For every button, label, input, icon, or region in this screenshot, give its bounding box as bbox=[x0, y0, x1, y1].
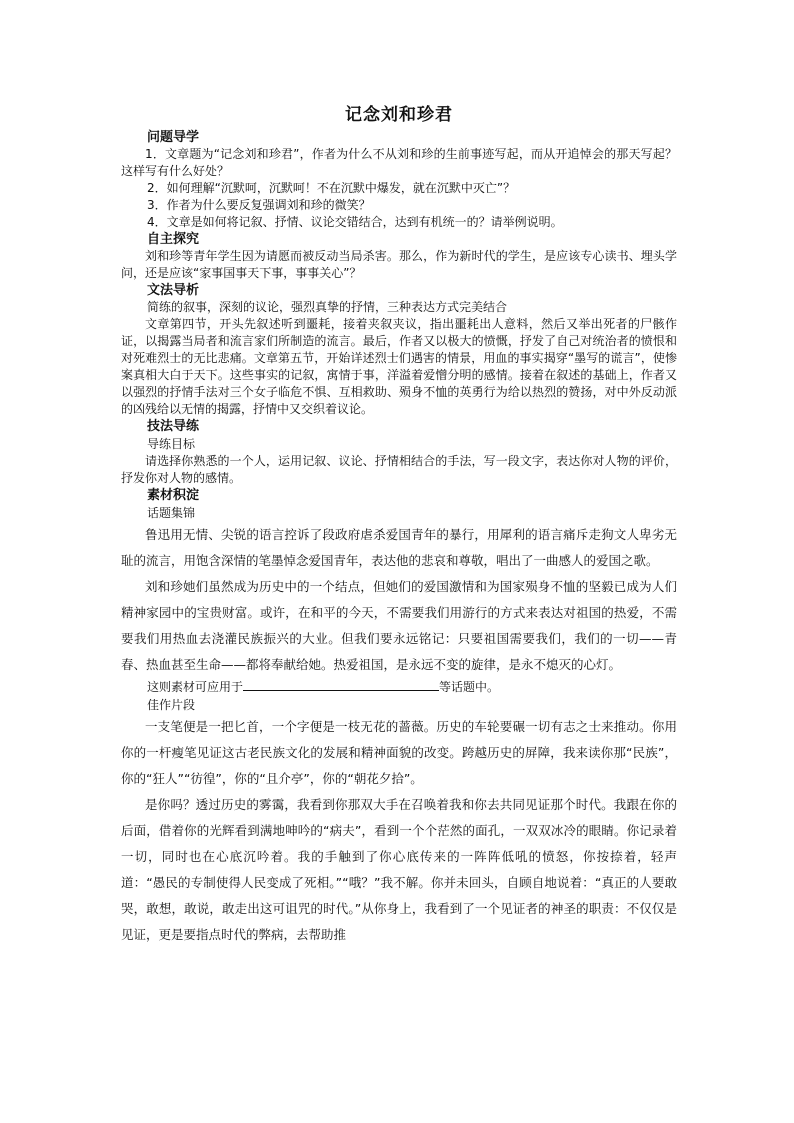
page-title: 记念刘和珍君 bbox=[345, 105, 453, 125]
wenfa-paragraph: 文章第四节，开头先叙述听到噩耗，接着夹叙夹议，指出噩耗出人意料，然后又举出死者的尸骸作证，以揭露当局者和流言家们所制造的流言。最后，作者又以极大的愤慨，抒发了自己对统治者的愤恨和对死难烈士的无比悲痛。文章第五节，开始详述烈士们遇害的情景，用血的事实揭穿“墨写的谎言”，使惨案真相大白于天下。这些事实的记叙，寓情于事，洋溢着爱憎分明的感情。接着在叙述的基础上，作者又以强烈的抒情手法对三个女子临危不惧、互相救助、殒身不恤的英勇行为给以热烈的赞扬，对中外反动派的凶残给以无情的揭露，抒情中又交织着议论。 bbox=[121, 317, 677, 416]
zizhu-paragraph: 刘和珍等青年学生因为请愿而被反动当局杀害。那么，作为新时代的学生，是应该专心读书、埋头学问，还是应该“家事国事天下事，事事关心”？ bbox=[121, 249, 677, 280]
section-heading-sucai: 素材积淀 bbox=[147, 488, 200, 503]
sucai-subheading-excerpt: 佳作片段 bbox=[147, 698, 196, 712]
section-heading-jifa: 技法导练 bbox=[147, 419, 200, 434]
section-wenti bbox=[121, 129, 677, 231]
section-heading-wenfa: 文法导析 bbox=[147, 283, 200, 298]
sucai-subheading-topics: 话题集锦 bbox=[147, 506, 196, 520]
fill-in-blank[interactable] bbox=[243, 678, 439, 691]
section-wenfa bbox=[121, 282, 677, 418]
apply-line bbox=[121, 678, 677, 696]
apply-after-text: 等话题中。 bbox=[439, 680, 500, 694]
sucai-paragraph-3: 一支笔便是一把匕首，一个字便是一枝无花的蔷薇。历史的车轮要碾一切有志之士来推动。你用你的一杆瘦笔见证这古老民族文化的发展和精神面貌的改变。跨越历史的屏障，我来读你那“民族”，你的“狂人”“彷徨”，你的“且介亭”，你的“朝花夕拾”。 bbox=[121, 719, 677, 786]
jifa-paragraph: 请选择你熟悉的一个人，运用记叙、议论、抒情相结合的手法，写一段文字，表达你对人物的评价，抒发你对人物的感情。 bbox=[121, 454, 677, 485]
sucai-paragraph-2: 刘和珍她们虽然成为历史中的一个结点，但她们的爱国激情和为国家殒身不恤的坚毅已成为人们精神家园中的宝贵财富。或许，在和平的今天，不需要我们用游行的方式来表达对祖国的热爱，不需要我们用热血去浇灌民族振兴的大业。但我们要永远铭记：只要祖国需要我们，我们的一切——青春、热血甚至生命——都将奉献给她。热爱祖国，是永远不变的旋律，是永不熄灭的心灯。 bbox=[121, 579, 677, 672]
sucai-paragraph-1: 鲁迅用无情、尖锐的语言控诉了段政府虐杀爱国青年的暴行，用犀利的语言痛斥走狗文人卑劣无耻的流言，用饱含深情的笔墨悼念爱国青年，表达他的悲哀和尊敬，唱出了一曲感人的爱国之歌。 bbox=[121, 527, 677, 568]
question-2: 2．如何理解“沉默呵，沉默呵！不在沉默中爆发，就在沉默中灭亡”？ bbox=[147, 181, 516, 195]
section-sucai bbox=[121, 487, 677, 948]
question-3: 3．作者为什么要反复强调刘和珍的微笑？ bbox=[147, 198, 371, 212]
question-4: 4．文章是如何将记叙、抒情、议论交错结合，达到有机统一的？请举例说明。 bbox=[147, 215, 563, 229]
sucai-paragraph-4: 是你吗？透过历史的雾霭，我看到你那双大手在召唤着我和你去共同见证那个时代。我跟在你的后面，借着你的光辉看到满地呻吟的“病夫”，看到一个个茫然的面孔，一双双冰冷的眼睛。你记录着一切，同时也在心底沉吟着。我的手触到了你心底传来的一阵阵低吼的愤怒，你按捺着，轻声道：“愚民的专制使得人民变成了死相。”“哦？”我不解。你并未回头，自顾自地说着：“真正的人要敢哭，敢想，敢说，敢走出这可诅咒的时代。”从你身上，我看到了一个见证者的神圣的职责：不仅仅是见证，更是要指点时代的弊病，去帮助推 bbox=[121, 797, 677, 942]
section-heading-wenti: 问题导学 bbox=[147, 130, 200, 145]
apply-before-text: 这则素材可应用于 bbox=[147, 680, 244, 694]
wenfa-lead: 简练的叙事，深刻的议论，强烈真挚的抒情，三种表达方式完美结合 bbox=[147, 300, 508, 314]
section-jifa bbox=[121, 418, 677, 487]
jifa-subheading: 导练目标 bbox=[147, 437, 196, 451]
section-zizhu bbox=[121, 231, 677, 282]
document-page bbox=[121, 100, 677, 948]
question-1: 1．文章题为“记念刘和珍君”，作者为什么不从刘和珍的生前事迹写起，而从开追悼会的那天写起？这样写有什么好处？ bbox=[121, 147, 677, 178]
section-heading-zizhu: 自主探究 bbox=[147, 232, 200, 247]
